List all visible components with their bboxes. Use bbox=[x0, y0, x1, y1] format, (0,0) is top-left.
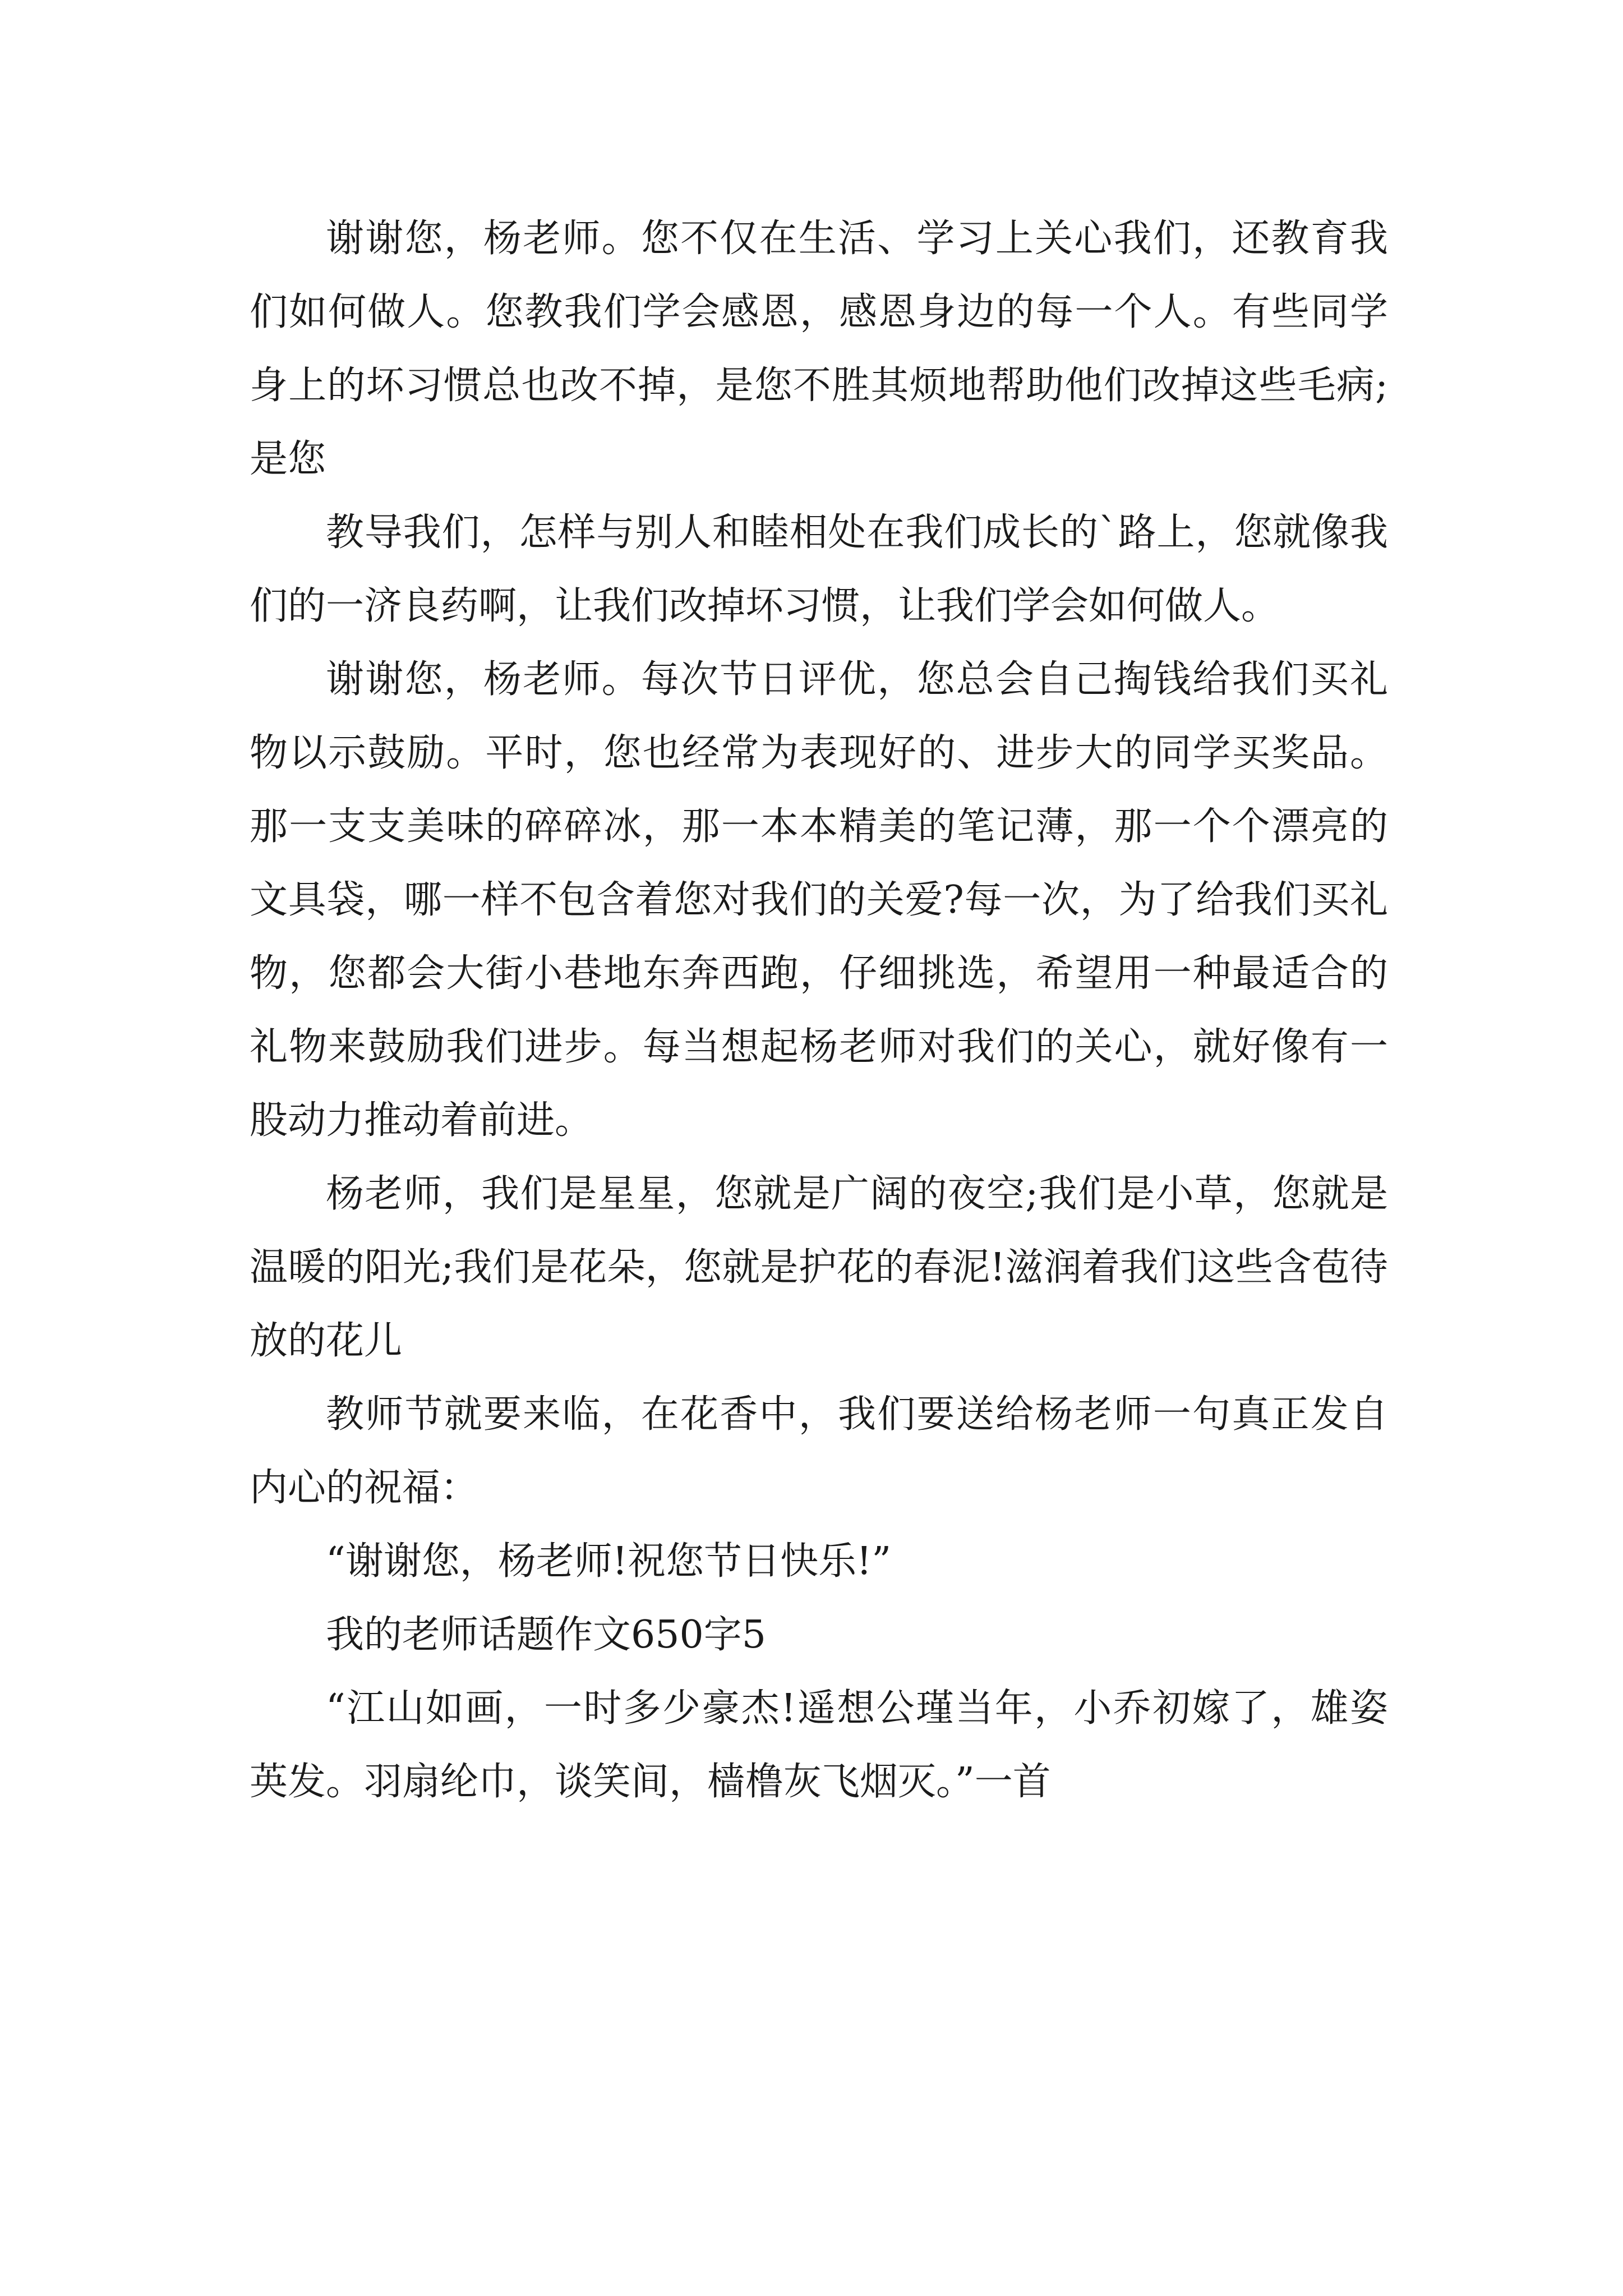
paragraph: “江山如画，一时多少豪杰!遥想公瑾当年，小乔初嫁了，雄姿英发。羽扇纶巾，谈笑间，樯橹灰飞烟灭。”一首 bbox=[250, 1686, 1388, 1804]
document-body bbox=[250, 202, 1388, 1819]
essay-heading: 我的老师话题作文650字5 bbox=[326, 1613, 767, 1657]
paragraph: 教导我们，怎样与别人和睦相处在我们成长的`路上，您就像我们的一济良药啊，让我们改掉坏习惯，让我们学会如何做人。 bbox=[250, 510, 1388, 628]
paragraph: 谢谢您，杨老师。每次节日评优，您总会自己掏钱给我们买礼物以示鼓励。平时，您也经常为表现好的、进步大的同学买奖品。那一支支美味的碎碎冰，那一本本精美的笔记薄，那一个个漂亮的文具袋，哪一样不包含着您对我们的关爱?每一次，为了给我们买礼物，您都会大街小巷地东奔西跑，仔细挑选，希望用一种最适合的礼物来鼓励我们进步。每当想起杨老师对我们的关心，就好像有一股动力推动着前进。 bbox=[250, 657, 1388, 1143]
paragraph: 谢谢您，杨老师。您不仅在生活、学习上关心我们，还教育我们如何做人。您教我们学会感恩，感恩身边的每一个人。有些同学身上的坏习惯总也改不掉，是您不胜其烦地帮助他们改掉这些毛病;是您 bbox=[250, 217, 1388, 481]
quoted-blessing: “谢谢您，杨老师!祝您节日快乐!” bbox=[326, 1539, 892, 1584]
paragraph: 教师节就要来临，在花香中，我们要送给杨老师一句真正发自内心的祝福： bbox=[250, 1392, 1388, 1510]
paragraph: 杨老师，我们是星星，您就是广阔的夜空;我们是小草，您就是温暖的阳光;我们是花朵，您就是护花的春泥!滋润着我们这些含苞待放的花儿 bbox=[250, 1172, 1388, 1363]
